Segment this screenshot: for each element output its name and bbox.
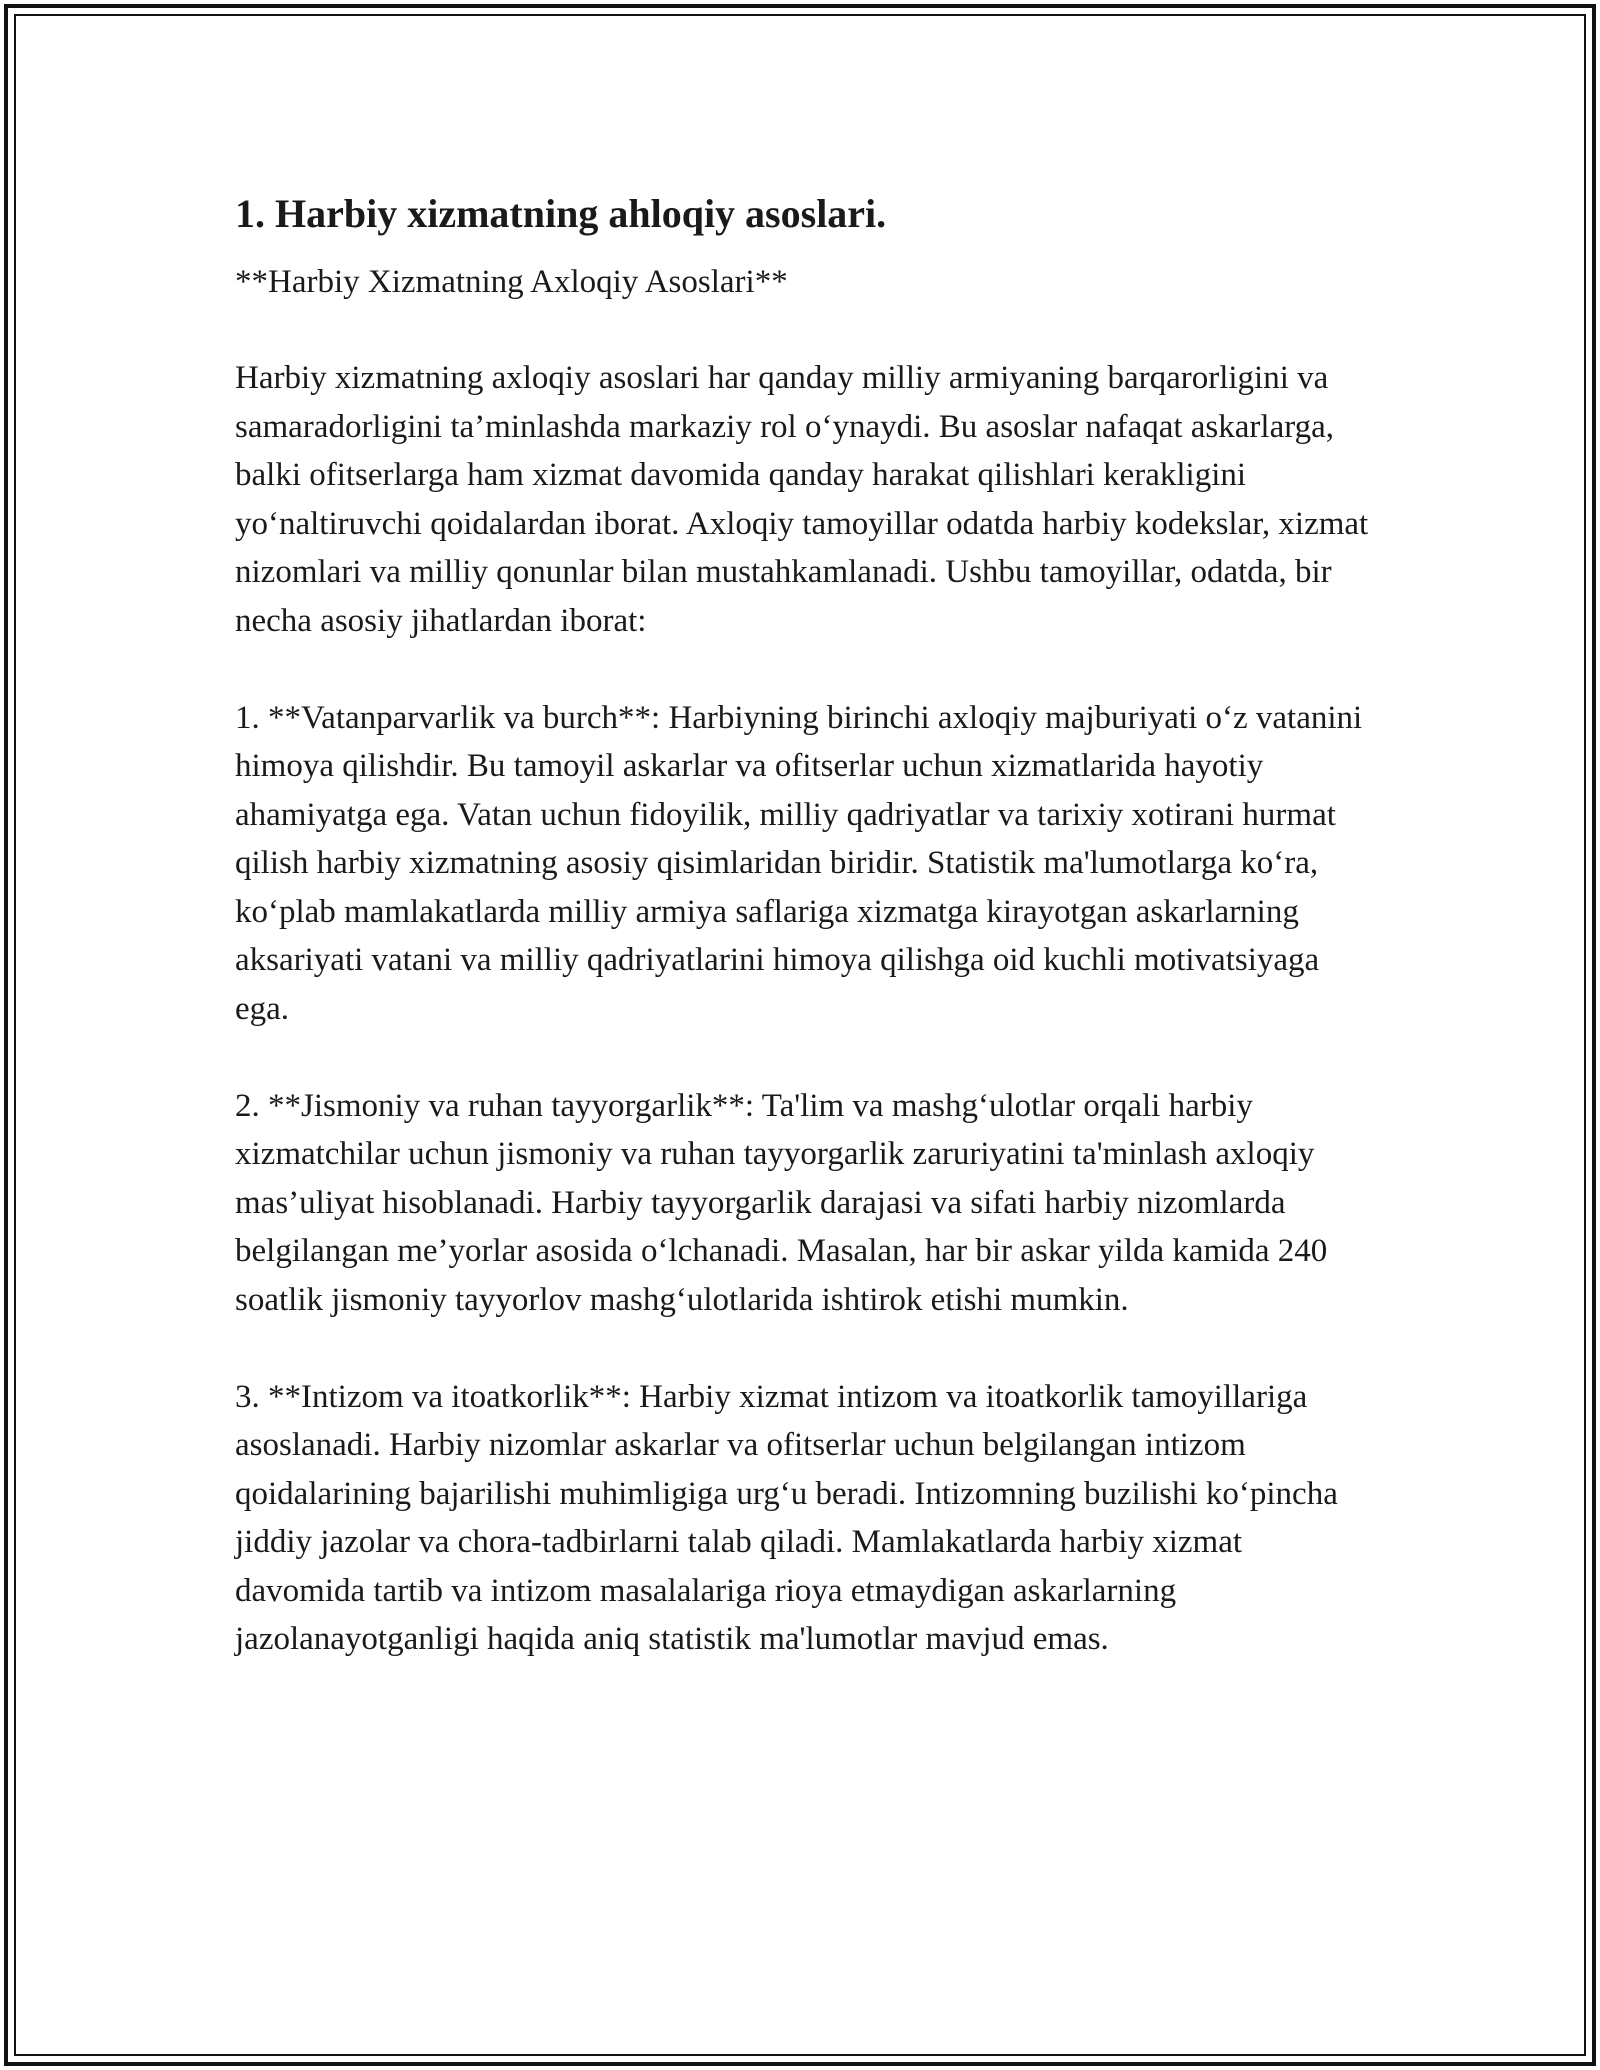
point-2-paragraph: 2. **Jismoniy va ruhan tayyorgarlik**: Ta'lim va mashg‘ulotlar orqali harbiy xizmatchilar uchun jismoniy va ruhan tayyorgarlik zaruriyatini ta'minlash axloqiy mas’uliyat hisoblanadi. Harbiy tayyorgarlik darajasi va sifati harbiy nizomlarda belgilangan me’yorlar asosida o‘lchanadi. Masalan, har bir askar yilda kamida 240 soatlik jismoniy tayyorlov mashg‘ulotlarida ishtirok etishi mumkin. bbox=[235, 1087, 1328, 1318]
point-3-paragraph: 3. **Intizom va itoatkorlik**: Harbiy xizmat intizom va itoatkorlik tamoyillariga asoslanadi. Harbiy nizomlar askarlar va ofitserlar uchun belgilangan intizom qoidalarining bajarilishi muhimligiga urg‘u beradi. Intizomning buzilishi ko‘pincha jiddiy jazolar va chora-tadbirlarni talab qiladi. Mamlakatlarda harbiy xizmat davomida tartib va intizom masalalariga rioya etmaydigan askarlarning jazolanayotganligi haqida aniq statistik ma'lumotlar mavjud emas. bbox=[235, 1378, 1338, 1657]
document-heading: 1. Harbiy xizmatning ahloqiy asoslari. bbox=[235, 191, 887, 236]
point-1-paragraph: 1. **Vatanparvarlik va burch**: Harbiyning birinchi axloqiy majburiyati o‘z vatanini himoya qilishdir. Bu tamoyil askarlar va ofitserlar uchun xizmatlarida hayotiy ahamiyatga ega. Vatan uchun fidoyilik, milliy qadriyatlar va tarixiy xotirani hurmat qilish harbiy xizmatning asosiy qisimlaridan biridir. Statistik ma'lumotlarga ko‘ra, ko‘plab mamlakatlarda milliy armiya saflariga xizmatga kirayotgan askarlarning aksariyati vatani va milliy qadriyatlarini himoya qilishga oid kuchli motivatsiyaga ega. bbox=[235, 699, 1363, 1027]
document-subheading: **Harbiy Xizmatning Axloqiy Asoslari** bbox=[235, 264, 788, 300]
document-body bbox=[235, 188, 1375, 1712]
intro-paragraph: Harbiy xizmatning axloqiy asoslari har qanday milliy armiyaning barqarorligini va samaradorligini ta’minlashda markaziy rol o‘ynaydi. Bu asoslar nafaqat askarlarga, balki ofitserlarga ham xizmat davomida qanday harakat qilishlari kerakligini yo‘naltiruvchi qoidalardan iborat. Axloqiy tamoyillar odatda harbiy kodekslar, xizmat nizomlari va milliy qonunlar bilan mustahkamlanadi. Ushbu tamoyillar, odatda, bir necha asosiy jihatlardan iborat: bbox=[235, 360, 1369, 639]
